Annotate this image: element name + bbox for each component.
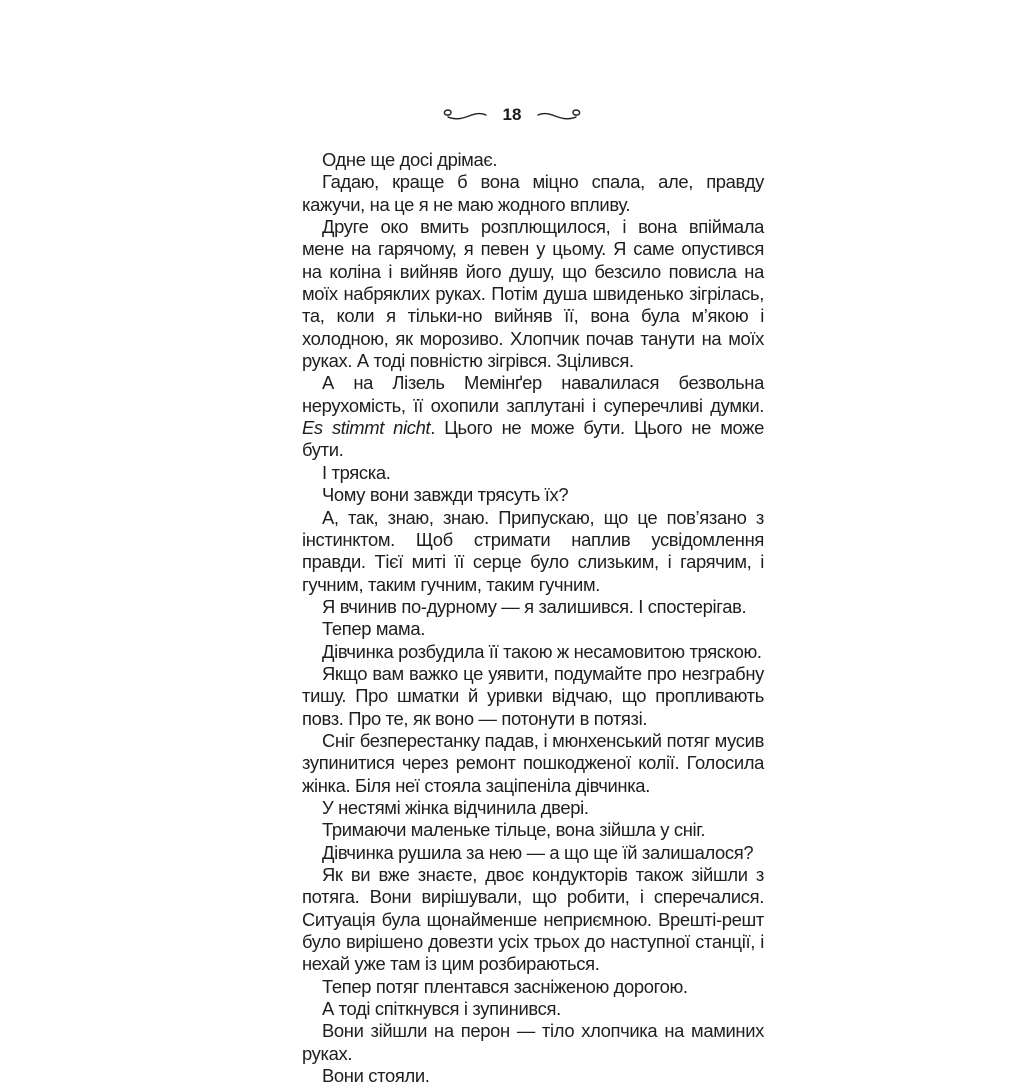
paragraph: У нестямі жінка відчинила двері. (322, 796, 589, 818)
paragraph (302, 372, 764, 461)
page-header (0, 100, 1024, 130)
paragraph: Вони зійшли на перон — тіло хлопчика на маминих руках. (302, 1020, 764, 1064)
paragraph: Сніг безперестанку падав, і мюнхенський потяг мусив зупинитися через ремонт пошкодженої колії. Голосила жінка. Біля неї стояла заціпеніла дівчинка. (302, 729, 764, 796)
paragraph: Тепер потяг плентався засніженою дорогою. (322, 975, 688, 997)
swash-ornament-left-icon (439, 106, 489, 124)
paragraph: Вони стояли. (322, 1065, 430, 1087)
paragraph: Друге око вмить розплющилося, і вона впіймала мене на гарячому, я певен у цьому. Я саме опустився на коліна і вийняв його душу, що безсило повисла на моїх набряклих руках. Потім душа швиденько зігрілась, та, коли я тільки-но вийняв її, вона була м’якою і холодною, як морозиво. Хлопчик почав танути на моїх руках. А тоді повністю зігрівся. Зцілився. (302, 216, 764, 372)
paragraph: Якщо вам важко це уявити, подумайте про незграбну тишу. Про шматки й уривки відчаю, що пропливають повз. Про те, як воно — потонути в потязі. (302, 662, 764, 729)
paragraph: Дівчинка рушила за нею — а що ще їй залишалося? (322, 841, 754, 863)
body-text (302, 149, 764, 1087)
italic-phrase: Es stimmt nicht (302, 417, 431, 439)
paragraph: А тоді спіткнувся і зупинився. (322, 998, 561, 1020)
swash-ornament-right-icon (535, 106, 585, 124)
paragraph: Як ви вже знаєте, двоє кондукторів також зійшли з потяга. Вони вирішували, що робити, і сперечалися. Ситуація була щонайменше неприємною. Врешті-решт було вирішено довезти усіх трьох до наступної станції, і нехай уже там із цим розбираються. (302, 864, 764, 975)
paragraph: Дівчинка розбудила її такою ж несамовитою тряскою. (322, 640, 762, 662)
paragraph: Я вчинив по-дурному — я залишився. І спостерігав. (322, 595, 747, 617)
paragraph: Гадаю, краще б вона міцно спала, але, правду кажучи, на це я не маю жодного впливу. (302, 171, 764, 215)
paragraph: Чому вони завжди трясуть їх? (322, 484, 569, 506)
paragraph: А, так, знаю, знаю. Припускаю, що це пов’язано з інстинктом. Щоб стримати наплив усвідомлення правди. Тієї миті її серце було слизьким, і гарячим, і гучним, таким гучним, таким гучним. (302, 506, 764, 595)
paragraph: Тримаючи маленьке тільце, вона зійшла у сніг. (322, 819, 706, 841)
page-number: 18 (502, 105, 522, 124)
paragraph: Тепер мама. (322, 618, 425, 640)
paragraph-text: А на Лізель Мемінґер навалилася безвольна нерухомість, її охопили заплутані і суперечливі думки. (302, 372, 764, 416)
paragraph: І тряска. (322, 461, 391, 483)
paragraph-text: . Цього не може бути. Цього не може бути. (302, 417, 765, 461)
paragraph: Одне ще досі дрімає. (322, 149, 498, 170)
